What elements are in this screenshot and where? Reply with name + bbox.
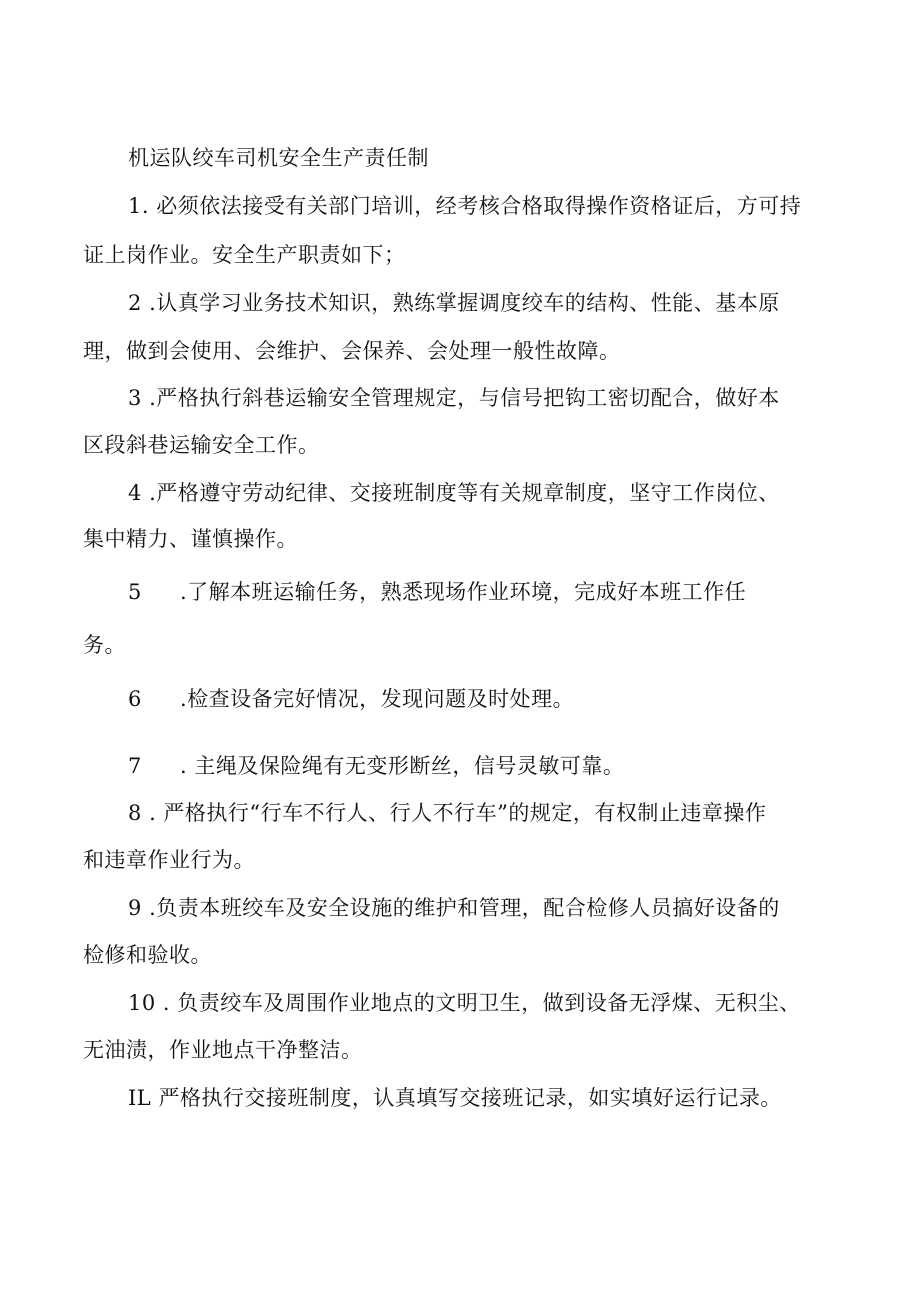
item-text: .检查设备完好情况，发现问题及时处理。 [180, 687, 575, 711]
item-1-second-line: 证上岗作业。安全生产职责如下； [83, 243, 406, 267]
item-2-second-line: 理，做到会使用、会维护、会保养、会处理一般性故障。 [83, 339, 621, 363]
item-text: .严格遵守劳动纪律、交接班制度等有关规章制度，坚守工作岗位、 [149, 481, 780, 505]
item-text: . 负责绞车及周围作业地点的文明卫生，做到设备无浮煤、无积尘、 [162, 991, 801, 1015]
item-number: 6 [128, 687, 142, 711]
item-number: 7 [128, 754, 142, 778]
item-text: .严格执行斜巷运输安全管理规定，与信号把钩工密切配合，做好本 [149, 386, 780, 410]
item-number: 8 [128, 801, 142, 825]
item-8-second-line: 和违章作业行为。 [83, 848, 255, 872]
item-3-second-line: 区段斜巷运输安全工作。 [83, 433, 320, 457]
item-11-line [128, 1083, 782, 1113]
item-text: .认真学习业务技术知识，熟练掌握调度绞车的结构、性能、基本原 [149, 291, 780, 315]
item-number: 1. [128, 194, 150, 218]
item-text: 严格执行交接班制度，认真填写交接班记录，如实填好运行记录。 [158, 1086, 782, 1110]
item-number: IL [128, 1086, 152, 1110]
item-number: 2 [128, 291, 142, 315]
item-number: 4 [128, 481, 142, 505]
item-10-first-line [128, 988, 801, 1018]
item-4-first-line [128, 478, 780, 508]
item-6-line [128, 684, 574, 714]
item-text: . 主绳及保险绳有无变形断丝，信号灵敏可靠。 [180, 754, 625, 778]
item-5-second-line: 务。 [83, 633, 126, 657]
item-number: 9 [128, 896, 142, 920]
item-9-first-line [128, 893, 780, 923]
item-10-second-line: 无油渍，作业地点干净整洁。 [83, 1038, 363, 1062]
item-number: 3 [128, 386, 142, 410]
item-1-first-line [128, 191, 801, 221]
document-title: 机运队绞车司机安全生产责任制 [128, 146, 429, 170]
item-text: 必须依法接受有关部门培训，经考核合格取得操作资格证后，方可持 [156, 194, 802, 218]
item-9-second-line: 检修和验收。 [83, 943, 212, 967]
item-7-line [128, 751, 624, 781]
item-text: .负责本班绞车及安全设施的维护和管理，配合检修人员搞好设备的 [149, 896, 780, 920]
item-text: .了解本班运输任务，熟悉现场作业环境，完成好本班工作任 [180, 580, 747, 604]
item-number: 5 [128, 580, 142, 604]
item-4-second-line: 集中精力、谨慎操作。 [83, 527, 298, 551]
item-5-first-line [128, 577, 746, 607]
item-number: 10 [128, 991, 156, 1015]
item-2-first-line [128, 288, 780, 318]
item-8-first-line [128, 798, 766, 828]
item-3-first-line [128, 383, 780, 413]
item-text: . 严格执行“行车不行人、行人不行车”的规定，有权制止违章操作 [149, 801, 767, 825]
